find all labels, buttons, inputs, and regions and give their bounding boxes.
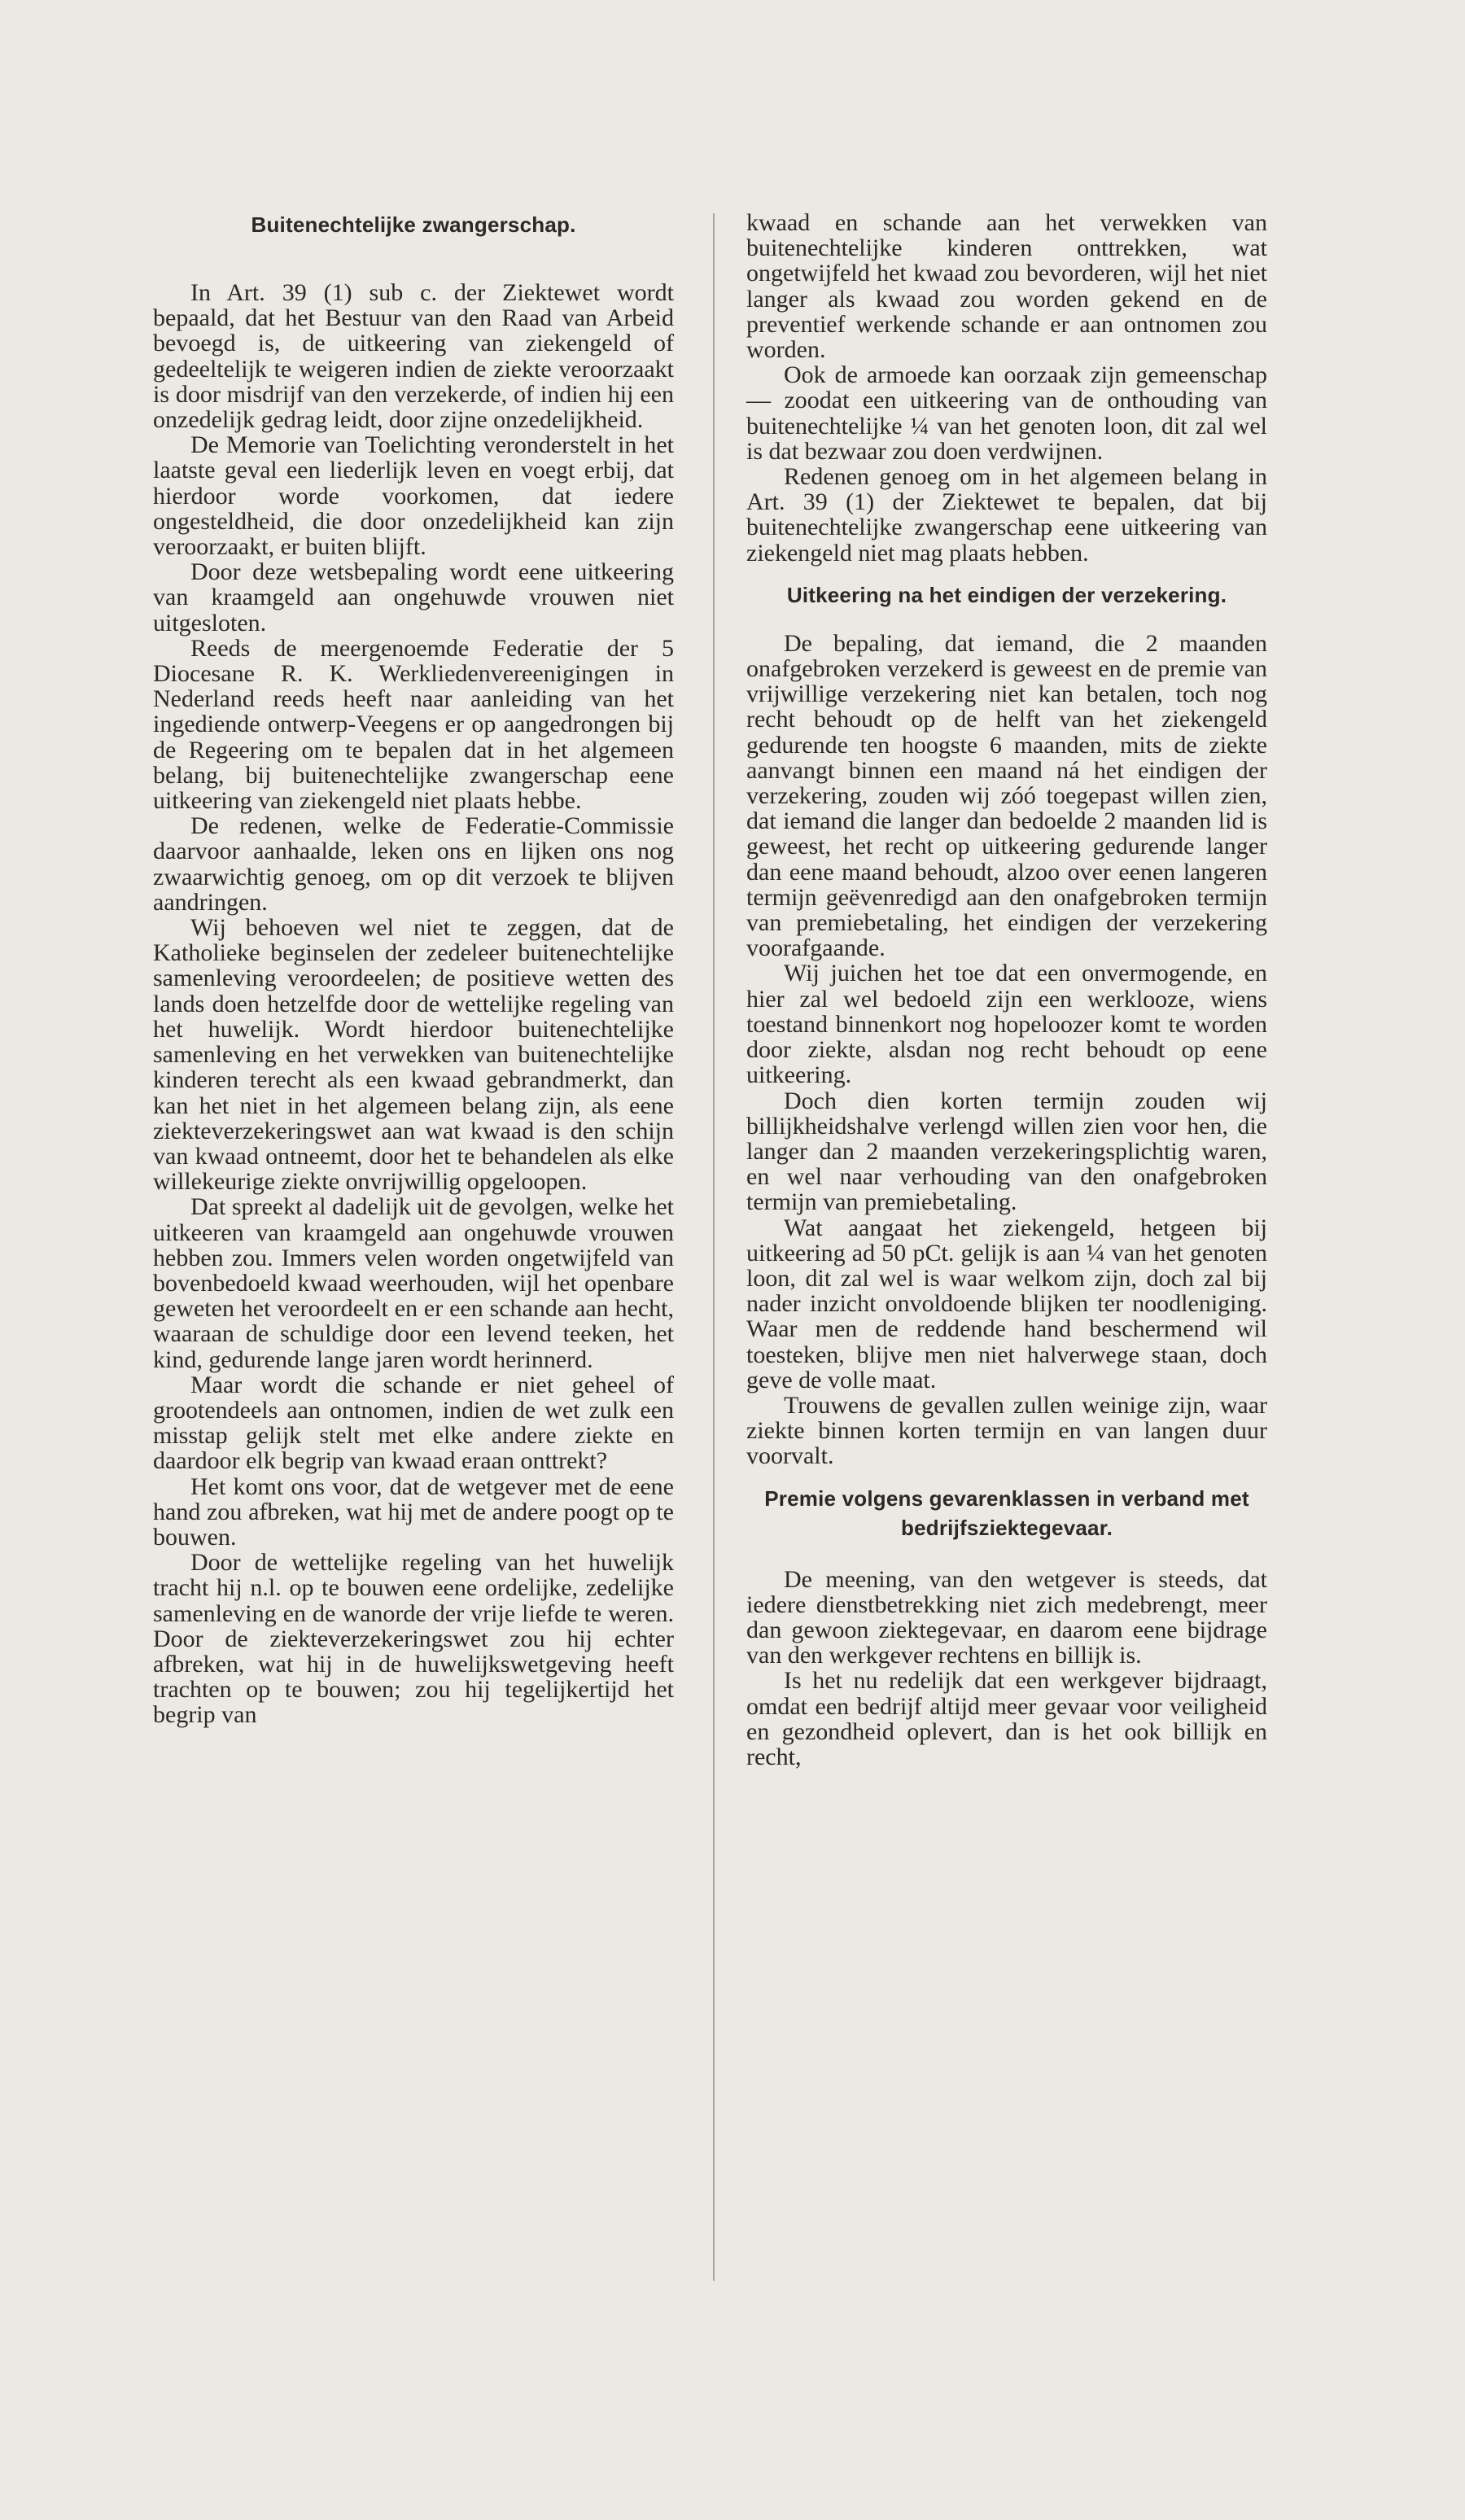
section-heading-uitkeering: Uitkeering na het eindigen der verzekering. (786, 582, 1227, 607)
paragraph: De redenen, welke de Federatie-Commissie daarvoor aanhaalde, leken ons en lijken ons nog zwaarwichtig genoeg, om op dit verzoek te blijven aandringen. (153, 812, 674, 916)
paragraph: In Art. 39 (1) sub c. der Ziektewet wordt bepaald, dat het Bestuur van den Raad van Arbeid bevoegd is, de uitkeering van ziekengeld of gedeeltelijk te weigeren indien de ziekte veroorzaakt is door misdrijf van den verzekerde, of indien hij een onzedelijk gedrag leidt, door zijne onzedelijkheid. (153, 279, 674, 434)
paragraph: Ook de armoede kan oorzaak zijn gemeenschap — zoodat een uitkeering van de onthouding van buitenechtelijke ¼ van het genoten loon, dit zal wel is dat bezwaar zou doen verdwijnen. (746, 361, 1267, 465)
paragraph: De bepaling, dat iemand, die 2 maanden onafgebroken verzekerd is geweest en de premie van vrijwillige verzekering niet kan betalen, toch nog recht behoudt op de helft van het ziekengeld gedurende ten hoogste 6 maanden, mits de ziekte aanvangt binnen een maand ná het eindigen der verzekering, zouden wij zóó toegepast willen zien, dat iemand die langer dan bedoelde 2 maanden lid is geweest, het recht op uitkeering gedurende langer dan eene maand behoudt, alzoo over eenen langeren termijn geëvenredigd aan den onafgebroken termijn van premiebetaling, het eindigen der verzekering voorafgaande. (746, 629, 1267, 962)
paragraph: Doch dien korten termijn zouden wij billijkheidshalve verlengd willen zien voor hen, die langer dan 2 maanden verzekeringsplichtig waren, en wel naar verhouding van den onafgebroken termijn van premiebetaling. (746, 1087, 1267, 1216)
paragraph: Wij behoeven wel niet te zeggen, dat de Katholieke beginselen der zedeleer buitenechtelijke samenleving veroordeelen; de positieve wetten des lands doen hetzelfde door de wettelijke regeling van het huwelijk. Wordt hierdoor buitenechtelijke samenleving en het verwekken van buitenechtelijke kinderen terecht als een kwaad gebrandmerkt, dan kan het niet in het algemeen belang zijn, als eene ziekteverzekeringswet aan wat kwaad is den schijn van kwaad ontneemt, door het te behandelen als elke willekeurige ziekte onvrijwillig opgeloopen. (153, 914, 674, 1196)
section-heading-buitenechtelijke-zwangerschap: Buitenechtelijke zwangerschap. (251, 212, 576, 237)
paragraph: Wij juichen het toe dat een onvermogende, en hier zal wel bedoeld zijn een werklooze, wiens toestand binnenkort nog hopeloozer komt te worden door ziekte, alsdan nog recht behoudt op eene uitkeering. (746, 960, 1267, 1089)
paragraph: Maar wordt die schande er niet geheel of grootendeels aan ontnomen, indien de wet zulk een misstap gelijk stelt met elke andere ziekte en daardoor elk begrip van kwaad eraan onttrekt? (153, 1371, 674, 1475)
paragraph: Is het nu redelijk dat een werkgever bijdraagt, omdat een bedrijf altijd meer gevaar voor veiligheid en gezondheid oplevert, dan is het ook billijk en recht, (746, 1667, 1267, 1770)
paragraph: Wat aangaat het ziekengeld, hetgeen bij uitkeering ad 50 pCt. gelijk is aan ¼ van het genoten loon, dit zal wel is waar welkom zijn, doch zal bij nader inzicht onvoldoende blijken ter noodleniging. Waar men de reddende hand beschermend wil toesteken, blijve men niet halverwege staan, doch geve de volle maat. (746, 1214, 1267, 1393)
paragraph: Trouwens de gevallen zullen weinige zijn, waar ziekte binnen korten termijn en van langen duur voorvalt. (746, 1391, 1267, 1470)
paragraph: Dat spreekt al dadelijk uit de gevolgen, welke het uitkeeren van kraamgeld aan ongehuwde vrouwen hebben zou. Immers velen worden ongetwijfeld van bovenbedoeld kwaad weerhouden, wijl het openbare geweten het veroordeelt en er een schande aan hecht, waaraan de schuldige door een levend teeken, het kind, gedurende lange jaren wordt herinnerd. (153, 1193, 674, 1373)
column-divider (713, 213, 715, 2281)
paragraph: De meening, van den wetgever is steeds, dat iedere dienstbetrekking niet zich medebrengt, meer dan gewoon ziektegevaar, en daarom eene bijdrage van den werkgever rechtens en billijk is. (746, 1565, 1267, 1669)
right-column (746, 210, 1267, 1770)
paragraph: Reeds de meergenoemde Federatie der 5 Diocesane R. K. Werkliedenvereenigingen in Nederland reeds heeft naar aanleiding van het ingediende ontwerp-Veegens er op aangedrongen bij de Regeering om te bepalen dat in het algemeen belang, bij buitenechtelijke zwangerschap eene uitkeering van ziekengeld niet plaats hebbe. (153, 634, 674, 815)
paragraph: kwaad en schande aan het verwekken van buitenechtelijke kinderen onttrekken, wat ongetwijfeld het kwaad zou bevorderen, wijl het niet langer als kwaad zou worden gekend en de preventief werkende schande er aan ontnomen zou worden. (746, 209, 1267, 364)
paragraph: De Memorie van Toelichting veronderstelt in het laatste geval een liederlijk leven en voegt erbij, dat hierdoor worde voorkomen, dat iedere ongesteldheid, die door onzedelijkheid kan zijn veroorzaakt, er buiten blijft. (153, 431, 674, 561)
paragraph: Redenen genoeg om in het algemeen belang in Art. 39 (1) der Ziektewet te bepalen, dat bij buitenechtelijke zwangerschap eene uitkeering van ziekengeld niet mag plaats hebben. (746, 463, 1267, 567)
left-column (153, 210, 674, 1728)
paragraph: Het komt ons voor, dat de wetgever met de eene hand zou afbreken, wat hij met de andere poogt op te bouwen. (153, 1472, 674, 1551)
paragraph: Door deze wetsbepaling wordt eene uitkeering van kraamgeld aan ongehuwde vrouwen niet uitgesloten. (153, 558, 674, 637)
paragraph: Door de wettelijke regeling van het huwelijk tracht hij n.l. op te bouwen eene ordelijke, zedelijke samenleving en de wanorde der vrije liefde te weren. Door de ziekteverzekeringswet zou hij echter afbreken, wat hij in de huwelijkswetgeving heeft trachten op te bouwen; zou hij tegelijkertijd het begrip van (153, 1549, 674, 1729)
section-heading-premie: Premie volgens gevarenklassen in verband met bedrijfsziektegevaar. (764, 1485, 1249, 1540)
